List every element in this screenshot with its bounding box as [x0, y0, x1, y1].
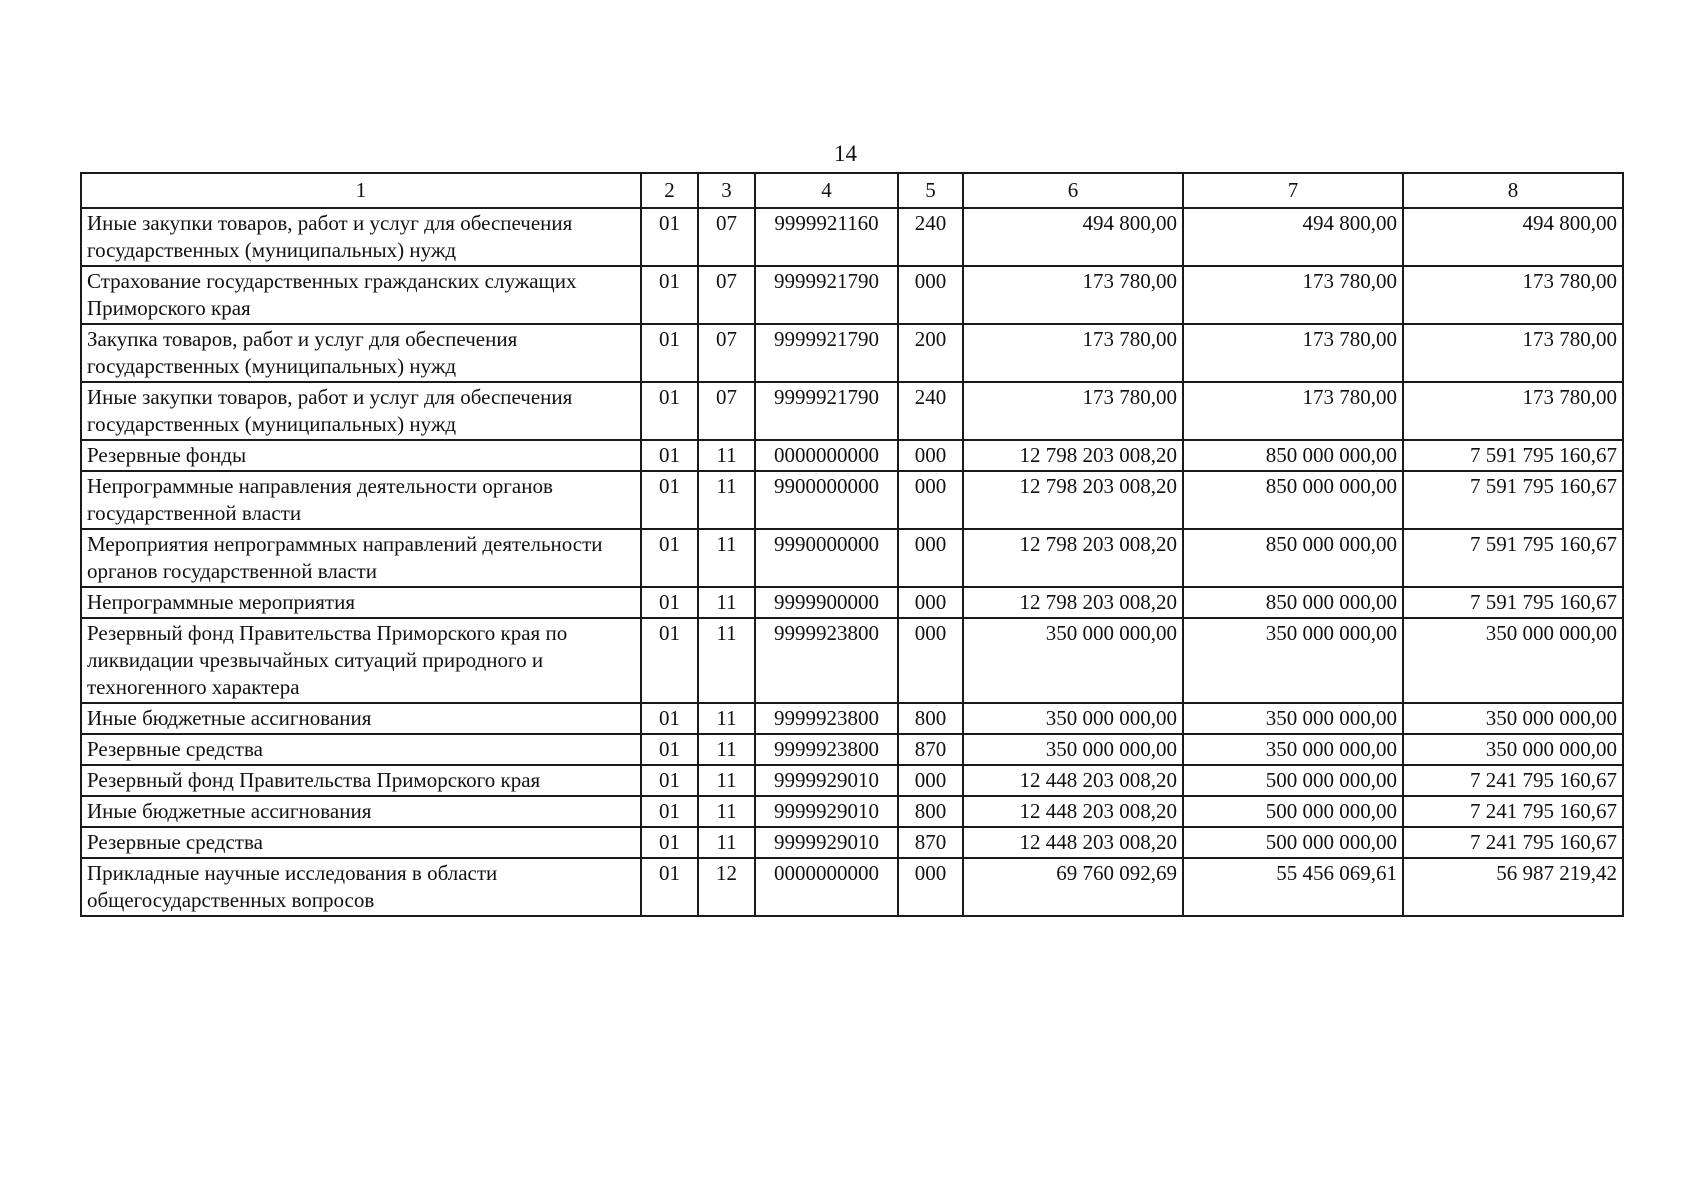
section-code-cell: 01: [641, 266, 698, 324]
amount-col8-cell: 7 591 795 160,67: [1403, 529, 1623, 587]
section-code-cell: 01: [641, 703, 698, 734]
amount-col6-cell: 12 448 203 008,20: [963, 796, 1183, 827]
amount-col6-cell: 350 000 000,00: [963, 703, 1183, 734]
amount-col7-cell: 500 000 000,00: [1183, 765, 1403, 796]
subsection-code-cell: 12: [698, 858, 755, 916]
section-code-cell: 01: [641, 471, 698, 529]
target-article-cell: 9999923800: [755, 734, 898, 765]
target-article-cell: 9900000000: [755, 471, 898, 529]
table-row: [81, 827, 1623, 858]
amount-col8-cell: 350 000 000,00: [1403, 618, 1623, 703]
expense-type-cell: 870: [898, 734, 963, 765]
amount-col8-cell: 173 780,00: [1403, 382, 1623, 440]
amount-col8-cell: 7 241 795 160,67: [1403, 765, 1623, 796]
table-row: [81, 796, 1623, 827]
row-name-cell: Иные закупки товаров, работ и услуг для обеспечения государственных (муниципальных) нужд: [81, 382, 641, 440]
subsection-code-cell: 11: [698, 440, 755, 471]
section-code-cell: 01: [641, 858, 698, 916]
target-article-cell: 0000000000: [755, 858, 898, 916]
section-code-cell: 01: [641, 440, 698, 471]
amount-col6-cell: 12 798 203 008,20: [963, 587, 1183, 618]
amount-col6-cell: 494 800,00: [963, 208, 1183, 266]
row-name-cell: Прикладные научные исследования в области общегосударственных вопросов: [81, 858, 641, 916]
section-code-cell: 01: [641, 587, 698, 618]
row-name-cell: Резервные фонды: [81, 440, 641, 471]
column-header: 4: [755, 173, 898, 208]
column-header: 5: [898, 173, 963, 208]
amount-col7-cell: 350 000 000,00: [1183, 618, 1403, 703]
amount-col6-cell: 350 000 000,00: [963, 618, 1183, 703]
amount-col8-cell: 7 241 795 160,67: [1403, 827, 1623, 858]
row-name-cell: Страхование государственных гражданских служащих Приморского края: [81, 266, 641, 324]
subsection-code-cell: 11: [698, 703, 755, 734]
subsection-code-cell: 07: [698, 266, 755, 324]
row-name-cell: Мероприятия непрограммных направлений деятельности органов государственной власти: [81, 529, 641, 587]
expense-type-cell: 240: [898, 208, 963, 266]
row-name-cell: Непрограммные направления деятельности органов государственной власти: [81, 471, 641, 529]
amount-col7-cell: 55 456 069,61: [1183, 858, 1403, 916]
expense-type-cell: 000: [898, 266, 963, 324]
table-row: [81, 618, 1623, 703]
expense-type-cell: 240: [898, 382, 963, 440]
page-number: 14: [834, 141, 857, 166]
subsection-code-cell: 11: [698, 734, 755, 765]
target-article-cell: 9999929010: [755, 796, 898, 827]
row-name-cell: Резервные средства: [81, 827, 641, 858]
amount-col7-cell: 850 000 000,00: [1183, 440, 1403, 471]
subsection-code-cell: 11: [698, 587, 755, 618]
subsection-code-cell: 11: [698, 796, 755, 827]
subsection-code-cell: 11: [698, 765, 755, 796]
table-row: [81, 734, 1623, 765]
amount-col8-cell: 7 591 795 160,67: [1403, 587, 1623, 618]
expense-type-cell: 800: [898, 703, 963, 734]
row-name-cell: Иные бюджетные ассигнования: [81, 796, 641, 827]
subsection-code-cell: 11: [698, 827, 755, 858]
section-code-cell: 01: [641, 765, 698, 796]
subsection-code-cell: 07: [698, 382, 755, 440]
table-row: [81, 529, 1623, 587]
amount-col8-cell: 7 241 795 160,67: [1403, 796, 1623, 827]
amount-col8-cell: 56 987 219,42: [1403, 858, 1623, 916]
section-code-cell: 01: [641, 529, 698, 587]
table-row: [81, 858, 1623, 916]
amount-col6-cell: 12 448 203 008,20: [963, 765, 1183, 796]
subsection-code-cell: 11: [698, 471, 755, 529]
table-row: [81, 324, 1623, 382]
column-header: 3: [698, 173, 755, 208]
expense-type-cell: 870: [898, 827, 963, 858]
row-name-cell: Резервный фонд Правительства Приморского края: [81, 765, 641, 796]
table-row: [81, 440, 1623, 471]
table-row: [81, 382, 1623, 440]
expense-type-cell: 000: [898, 471, 963, 529]
target-article-cell: 9999923800: [755, 703, 898, 734]
amount-col7-cell: 350 000 000,00: [1183, 703, 1403, 734]
row-name-cell: Закупка товаров, работ и услуг для обеспечения государственных (муниципальных) нужд: [81, 324, 641, 382]
target-article-cell: 9999929010: [755, 765, 898, 796]
target-article-cell: 9999921790: [755, 266, 898, 324]
amount-col6-cell: 350 000 000,00: [963, 734, 1183, 765]
section-code-cell: 01: [641, 734, 698, 765]
expense-type-cell: 000: [898, 618, 963, 703]
subsection-code-cell: 07: [698, 208, 755, 266]
amount-col7-cell: 494 800,00: [1183, 208, 1403, 266]
subsection-code-cell: 07: [698, 324, 755, 382]
target-article-cell: 9990000000: [755, 529, 898, 587]
section-code-cell: 01: [641, 618, 698, 703]
amount-col8-cell: 173 780,00: [1403, 266, 1623, 324]
amount-col8-cell: 494 800,00: [1403, 208, 1623, 266]
target-article-cell: 9999921160: [755, 208, 898, 266]
column-header: 7: [1183, 173, 1403, 208]
row-name-cell: Непрограммные мероприятия: [81, 587, 641, 618]
section-code-cell: 01: [641, 796, 698, 827]
target-article-cell: 0000000000: [755, 440, 898, 471]
expense-type-cell: 000: [898, 587, 963, 618]
target-article-cell: 9999929010: [755, 827, 898, 858]
amount-col6-cell: 173 780,00: [963, 266, 1183, 324]
amount-col7-cell: 850 000 000,00: [1183, 471, 1403, 529]
amount-col7-cell: 173 780,00: [1183, 266, 1403, 324]
amount-col6-cell: 12 798 203 008,20: [963, 471, 1183, 529]
column-header: 6: [963, 173, 1183, 208]
amount-col6-cell: 69 760 092,69: [963, 858, 1183, 916]
expense-type-cell: 000: [898, 529, 963, 587]
target-article-cell: 9999921790: [755, 324, 898, 382]
subsection-code-cell: 11: [698, 618, 755, 703]
amount-col7-cell: 850 000 000,00: [1183, 587, 1403, 618]
table-row: [81, 587, 1623, 618]
column-header: 8: [1403, 173, 1623, 208]
budget-table: [80, 172, 1624, 917]
section-code-cell: 01: [641, 324, 698, 382]
table-row: [81, 765, 1623, 796]
expense-type-cell: 200: [898, 324, 963, 382]
table-row: [81, 208, 1623, 266]
table-row: [81, 703, 1623, 734]
target-article-cell: 9999923800: [755, 618, 898, 703]
section-code-cell: 01: [641, 827, 698, 858]
amount-col8-cell: 7 591 795 160,67: [1403, 471, 1623, 529]
row-name-cell: Иные закупки товаров, работ и услуг для обеспечения государственных (муниципальных) нужд: [81, 208, 641, 266]
amount-col6-cell: 173 780,00: [963, 382, 1183, 440]
amount-col8-cell: 7 591 795 160,67: [1403, 440, 1623, 471]
expense-type-cell: 000: [898, 440, 963, 471]
amount-col6-cell: 12 798 203 008,20: [963, 440, 1183, 471]
amount-col7-cell: 500 000 000,00: [1183, 796, 1403, 827]
table-row: [81, 266, 1623, 324]
row-name-cell: Иные бюджетные ассигнования: [81, 703, 641, 734]
expense-type-cell: 000: [898, 858, 963, 916]
amount-col8-cell: 173 780,00: [1403, 324, 1623, 382]
column-header: 2: [641, 173, 698, 208]
amount-col7-cell: 350 000 000,00: [1183, 734, 1403, 765]
amount-col8-cell: 350 000 000,00: [1403, 734, 1623, 765]
amount-col6-cell: 12 448 203 008,20: [963, 827, 1183, 858]
row-name-cell: Резервные средства: [81, 734, 641, 765]
expense-type-cell: 800: [898, 796, 963, 827]
amount-col6-cell: 173 780,00: [963, 324, 1183, 382]
section-code-cell: 01: [641, 208, 698, 266]
amount-col7-cell: 500 000 000,00: [1183, 827, 1403, 858]
amount-col6-cell: 12 798 203 008,20: [963, 529, 1183, 587]
column-header: 1: [81, 173, 641, 208]
table-body: [81, 208, 1623, 916]
target-article-cell: 9999921790: [755, 382, 898, 440]
row-name-cell: Резервный фонд Правительства Приморского края по ликвидации чрезвычайных ситуаций природного и техногенного характера: [81, 618, 641, 703]
table-row: [81, 471, 1623, 529]
section-code-cell: 01: [641, 382, 698, 440]
subsection-code-cell: 11: [698, 529, 755, 587]
column-number-row: [81, 173, 1623, 208]
amount-col7-cell: 173 780,00: [1183, 382, 1403, 440]
amount-col7-cell: 173 780,00: [1183, 324, 1403, 382]
expense-type-cell: 000: [898, 765, 963, 796]
amount-col7-cell: 850 000 000,00: [1183, 529, 1403, 587]
amount-col8-cell: 350 000 000,00: [1403, 703, 1623, 734]
target-article-cell: 9999900000: [755, 587, 898, 618]
